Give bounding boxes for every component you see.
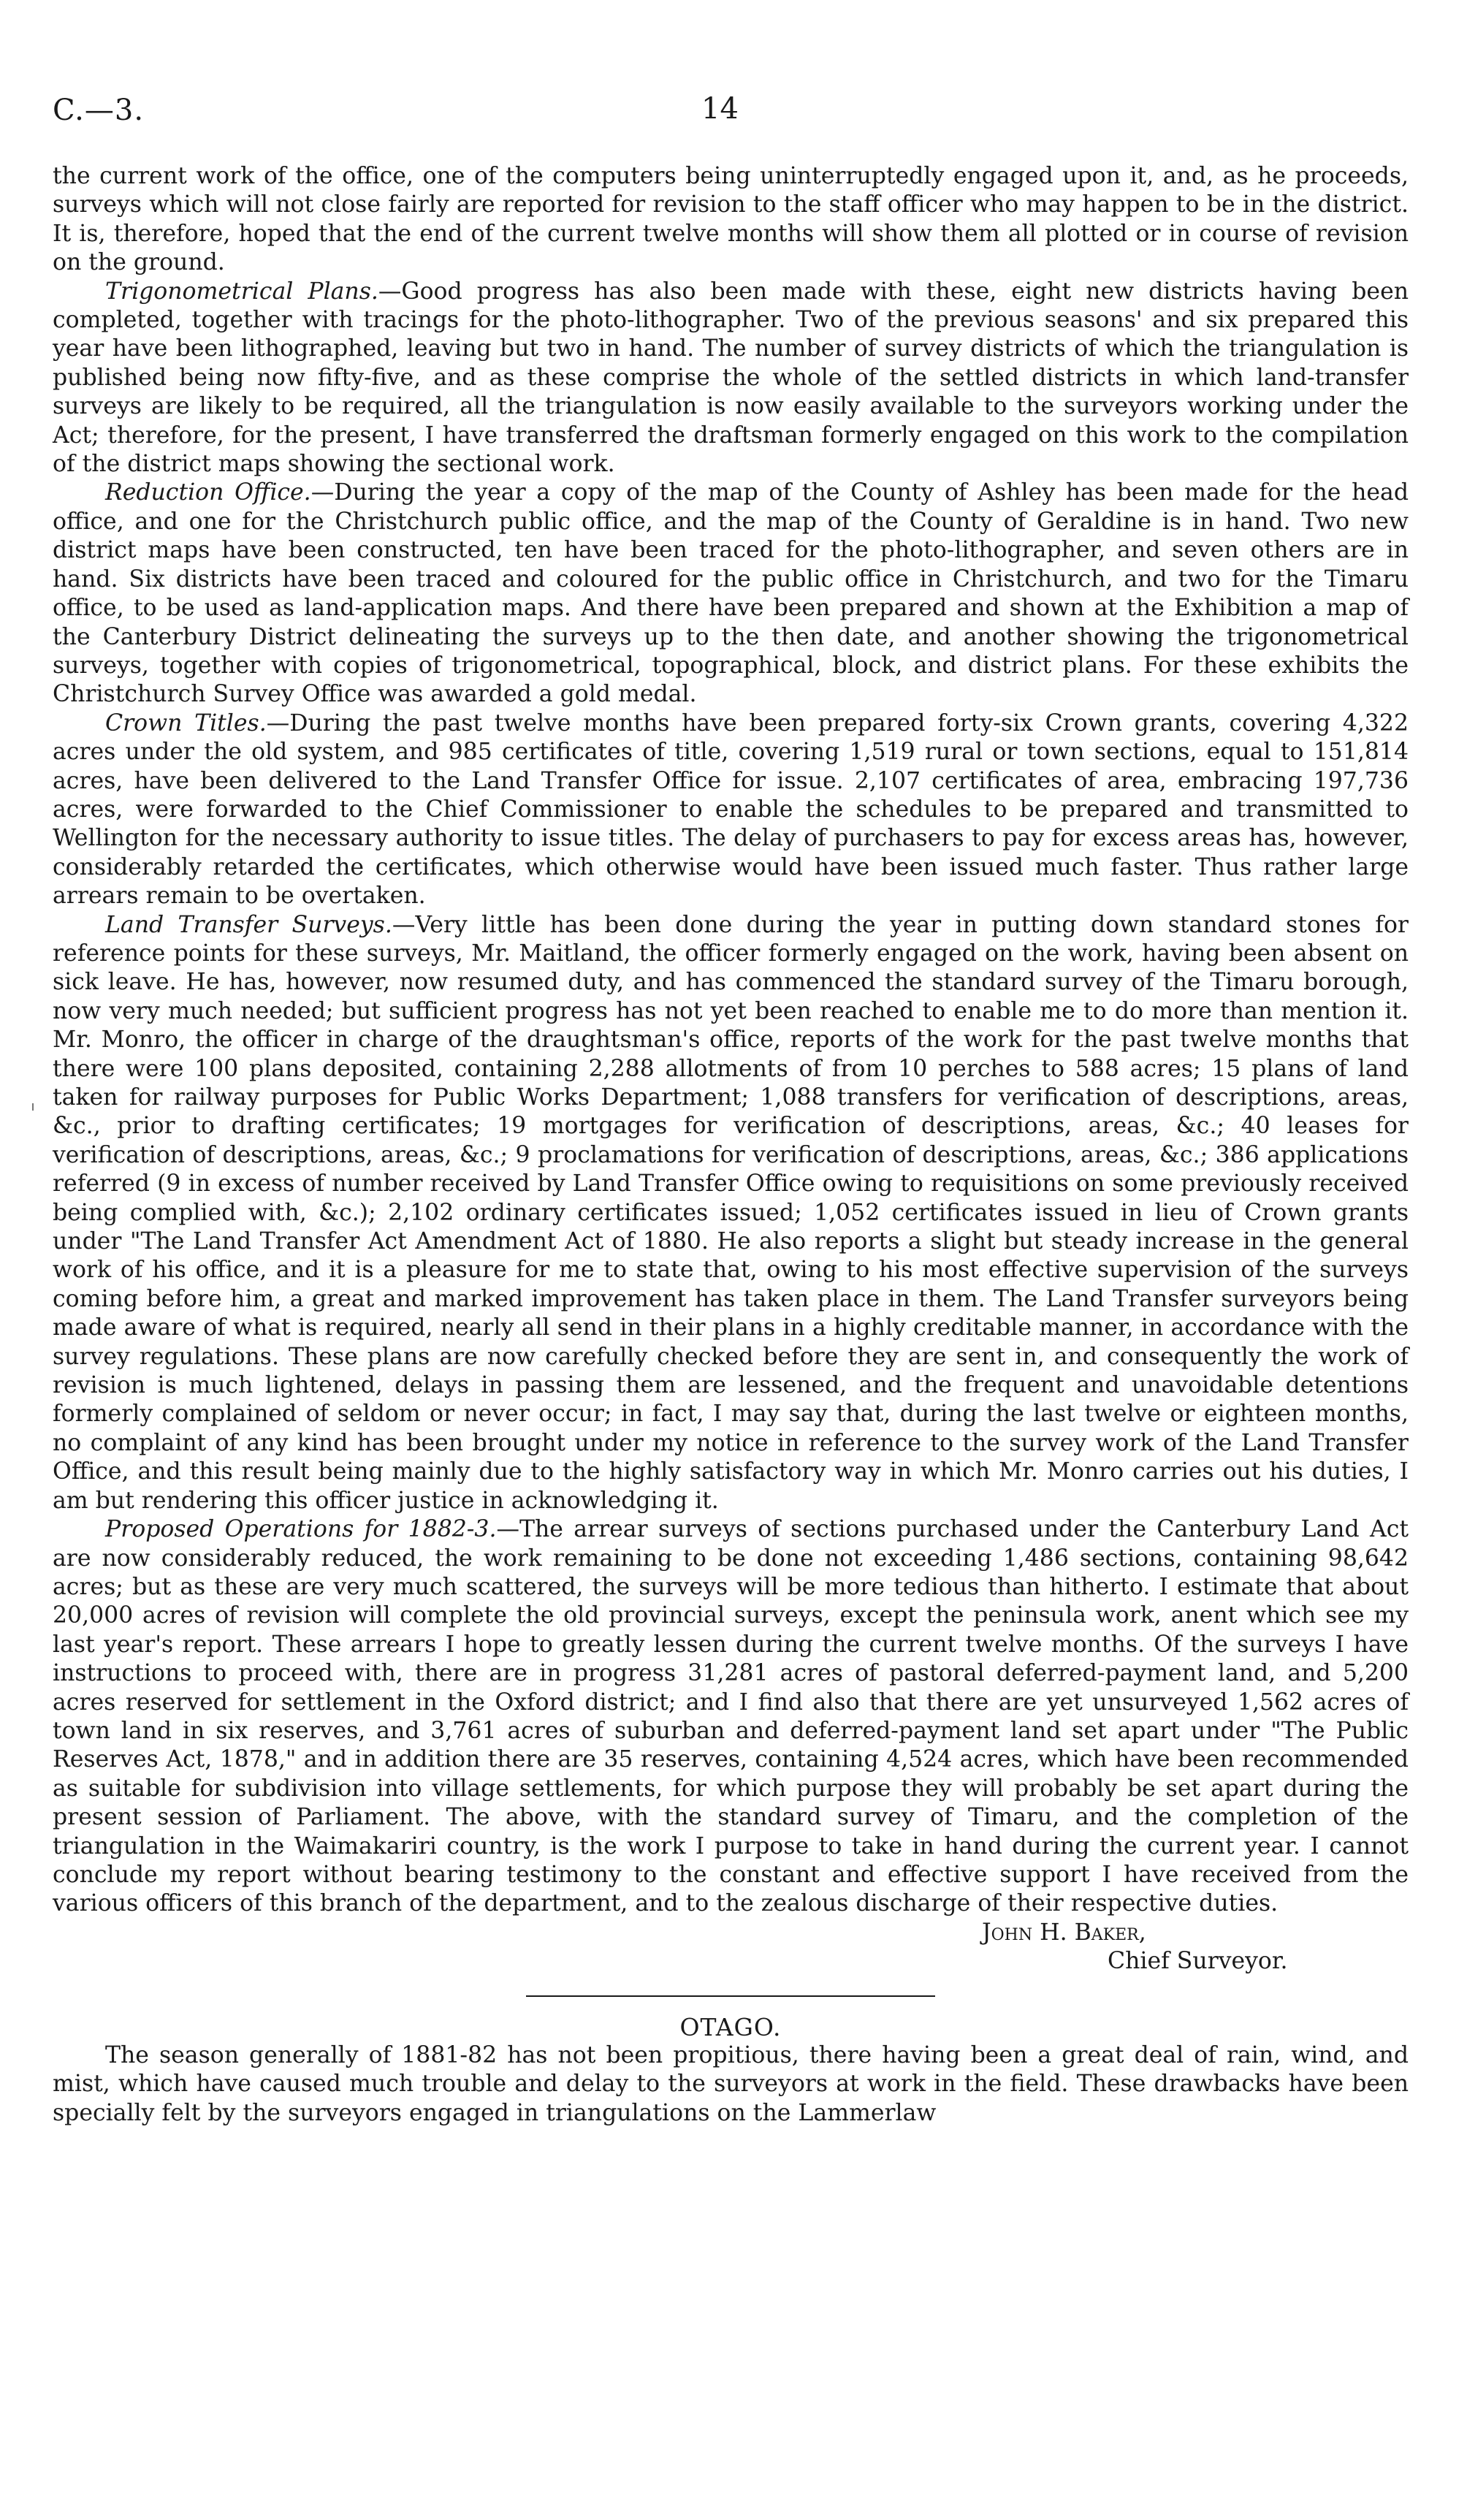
paragraph-text: —During the past twelve months have been prepared forty-six Crown grants, covering 4,322 acres under the old system, and 985 certificates of title, covering 1,519 rural or town sections, equal to 151,814 acres, have been delivered to the Land Transfer Office for issue. 2,107 certificates of area, embracing 197,736 acres, were forwarded to the Chief Commissioner to enable the schedules to be prepared and transmitted to Wellington for the necessary authority to issue titles. The delay of purchasers to pay for excess areas has, however, considerably retarded the certificates, which otherwise would have been issued much faster. Thus rather large arrears remain to be overtaken.: [53, 709, 1409, 910]
paragraph-proposed-operations: [53, 1515, 1409, 1919]
signature-title: Chief Surveyor.: [1108, 1948, 1288, 1975]
paragraph-text: —The arrear surveys of sections purchased under the Canterbury Land Act are now considerably reduced, the work remaining to be done not exceeding 1,486 sections, containing 98,642 acres; but as these are very much scattered, the surveys will be more tedious than hitherto. I estimate that about 20,000 acres of revision will complete the old provincial surveys, except the peninsula work, anent which see my last year's report. These arrears I hope to greatly lessen during the current twelve months. Of the surveys I have instructions to proceed with, there are in progress 31,281 acres of pastoral deferred-payment land, and 5,200 acres reserved for settlement in the Oxford district; and I find also that there are yet unsurveyed 1,562 acres of town land in six reserves, and 3,761 acres of suburban and deferred-payment land set apart under "The Public Reserves Act, 1878," and in addition there are 35 reserves, containing 4,524 acres, which have been recommended as suitable for subdivision into village settlements, for which purpose they will probably be set apart during the present session of Parliament. The above, with the standard survey of Timaru, and the completion of the triangulation in the Waimakariri country, is the work I purpose to take in hand during the current year. I cannot conclude my report without bearing testimony to the constant and effective support I have received from the various officers of this branch of the department, and to the zealous discharge of their respective duties.: [53, 1516, 1409, 1917]
document-body: [53, 162, 1409, 2128]
paragraph-text: —Very little has been done during the year in putting down standard stones for reference points for these surveys, Mr. Maitland, the officer formerly engaged on the work, having been absent on sick leave. He has, however, now resumed duty, and has commenced the standard survey of the Timaru borough, now very much needed; but sufficient progress has not yet been reached to enable me to do more than mention it. Mr. Monro, the officer in charge of the draughtsman's office, reports of the work for the past twelve months that there were 100 plans deposited, containing 2,288 allotments of from 10 perches to 588 acres; 15 plans of land taken for railway purposes for Public Works Department; 1,088 transfers for verification of descriptions, areas, &c., prior to drafting certificates; 19 mortgages for verification of descriptions, areas, &c.; 40 leases for verification of descriptions, areas, &c.; 9 proclamations for verification of descriptions, areas, &c.; 386 applications referred (9 in excess of number received by Land Transfer Office owing to requisitions on some previously received being complied with, &c.); 2,102 ordinary certificates issued; 1,052 certificates issued in lieu of Crown grants under "The Land Transfer Act Amendment Act of 1880. He also reports a slight but steady increase in the general work of his office, and it is a pleasure for me to state that, owing to his most effective supervision of the surveys coming before him, a great and marked improvement has taken place in them. The Land Transfer surveyors being made aware of what is required, nearly all send in their plans in a highly creditable manner, in accordance with the survey regulations. These plans are now carefully checked before they are sent in, and consequently the work of revision is much lightened, delays in passing them are lessened, and the frequent and unavoidable detentions formerly complained of seldom or never occur; in fact, I may say that, during the last twelve or eighteen months, no complaint of any kind has been brought under my notice in reference to the survey work of the Land Transfer Office, and this result being mainly due to the highly satisfactory way in which Mr. Monro carries out his duties, I am but rendering this officer justice in acknowledging it.: [53, 911, 1409, 1514]
paragraph-trigonometrical-plans: [53, 278, 1409, 479]
document-reference: C.—3.: [53, 94, 145, 127]
paragraph-heading: Reduction Office.: [105, 479, 311, 506]
paragraph-heading: Trigonometrical Plans.: [105, 278, 378, 305]
paragraph-continued: [53, 162, 1409, 278]
margin-mark: [32, 1103, 34, 1111]
signature-name: John H. Baker,: [982, 1919, 1146, 1946]
paragraph-reduction-office: [53, 479, 1409, 709]
paragraph-crown-titles: [53, 709, 1409, 911]
paragraph-heading: Land Transfer Surveys.: [105, 911, 392, 938]
section-title-otago: OTAGO.: [679, 2012, 782, 2041]
paragraph-text: —During the year a copy of the map of the County of Ashley has been made for the head office, and one for the Christchurch public office, and the map of the County of Geraldine is in hand. Two new district maps have been constructed, ten have been traced for the photo-lithographer, and seven others are in hand. Six districts have been traced and coloured for the public office in Christchurch, and two for the Timaru office, to be used as land-application maps. And there have been prepared and shown at the Exhibition a map of the Canterbury District delineating the surveys up to the then date, and another showing the trigonometrical surveys, together with copies of trigonometrical, topographical, block, and district plans. For these exhibits the Christchurch Survey Office was awarded a gold medal.: [53, 479, 1409, 708]
paragraph-text: —Good progress has also been made with these, eight new districts having been completed, together with tracings for the photo-lithographer. Two of the previous seasons' and six prepared this year have been lithographed, leaving but two in hand. The number of survey districts of which the triangulation is published being now fifty-five, and as these comprise the whole of the settled districts in which land-transfer surveys are likely to be required, all the triangulation is now easily available to the surveyors working under the Act; therefore, for the present, I have transferred the draftsman formerly engaged on this work to the compilation of the district maps showing the sectional work.: [53, 278, 1409, 478]
paragraph-heading: Proposed Operations for 1882-3.: [105, 1516, 497, 1543]
page-number: 14: [701, 92, 739, 126]
section-divider: [526, 1995, 935, 1997]
paragraph-heading: Crown Titles.: [105, 709, 267, 736]
paragraph-text: the current work of the office, one of the computers being uninterruptedly engaged upon it, and, as he proceeds, surveys which will not close fairly are reported for revision to the staff officer who may happen to be in the district. It is, therefore, hoped that the end of the current twelve months will show them all plotted or in course of revision on the ground.: [53, 163, 1409, 276]
paragraph-land-transfer-surveys: [53, 911, 1409, 1516]
paragraph-otago: [53, 2041, 1409, 2128]
paragraph-text: The season generally of 1881-82 has not been propitious, there having been a great deal of rain, wind, and mist, which have caused much trouble and delay to the surveyors at work in the field. These drawbacks have been specially felt by the surveyors engaged in triangulations on the Lammerlaw: [53, 2042, 1409, 2126]
